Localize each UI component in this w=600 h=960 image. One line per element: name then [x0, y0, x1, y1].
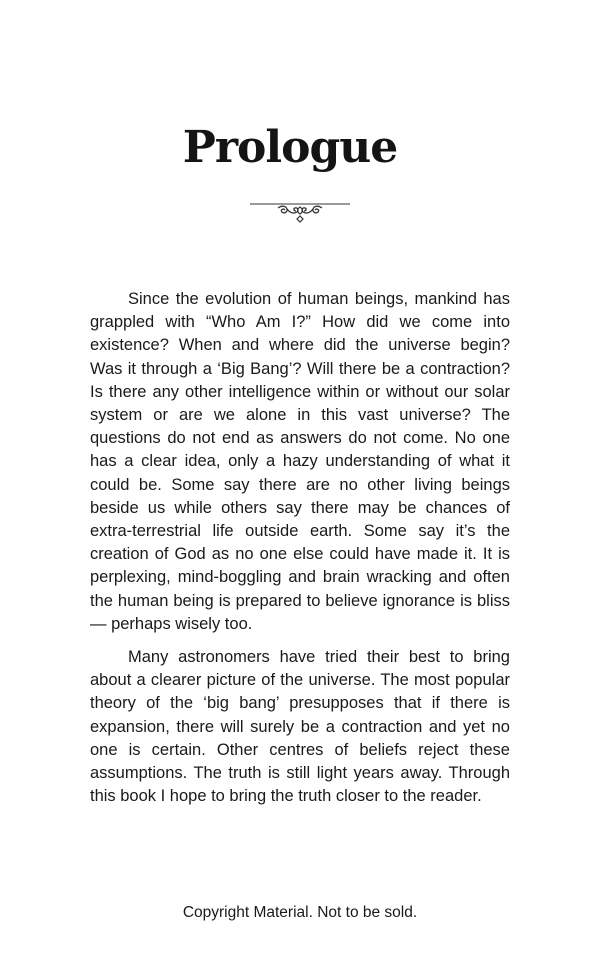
- page-title: Prologue: [182, 122, 398, 173]
- paragraph-1: Since the evolution of human beings, mankind has grappled with “Who Am I?” How did we come into existence? When and where did the universe begin? Was it through a ‘Big Bang’? Will there be a contraction? Is there any other intelligence within or without our solar system or are we alone in this vast universe? The questions do not end as answers do not come. No one has a clear idea, only a hazy understanding of what it could be. Some say there are no other living beings beside us while others say there may be chances of extra-terrestrial life outside earth. Some say it’s the creation of God as no one else could have made it. It is perplexing, mind-boggling and brain wracking and often the human being is prepared to believe ignorance is bliss — perhaps wisely too.: [90, 290, 510, 633]
- flourish-divider-icon: [248, 199, 352, 227]
- prologue-body: [90, 288, 510, 818]
- paragraph-2: Many astronomers have tried their best to bring about a clearer picture of the universe. The most popular theory of the ‘big bang’ presupposes that if there is expansion, there will surely be a contraction and yet no one is certain. Other centres of beliefs reject these assumptions. The truth is still light years away. Through this book I hope to bring the truth closer to the reader.: [90, 648, 510, 806]
- copyright-footer: Copyright Material. Not to be sold.: [182, 904, 418, 921]
